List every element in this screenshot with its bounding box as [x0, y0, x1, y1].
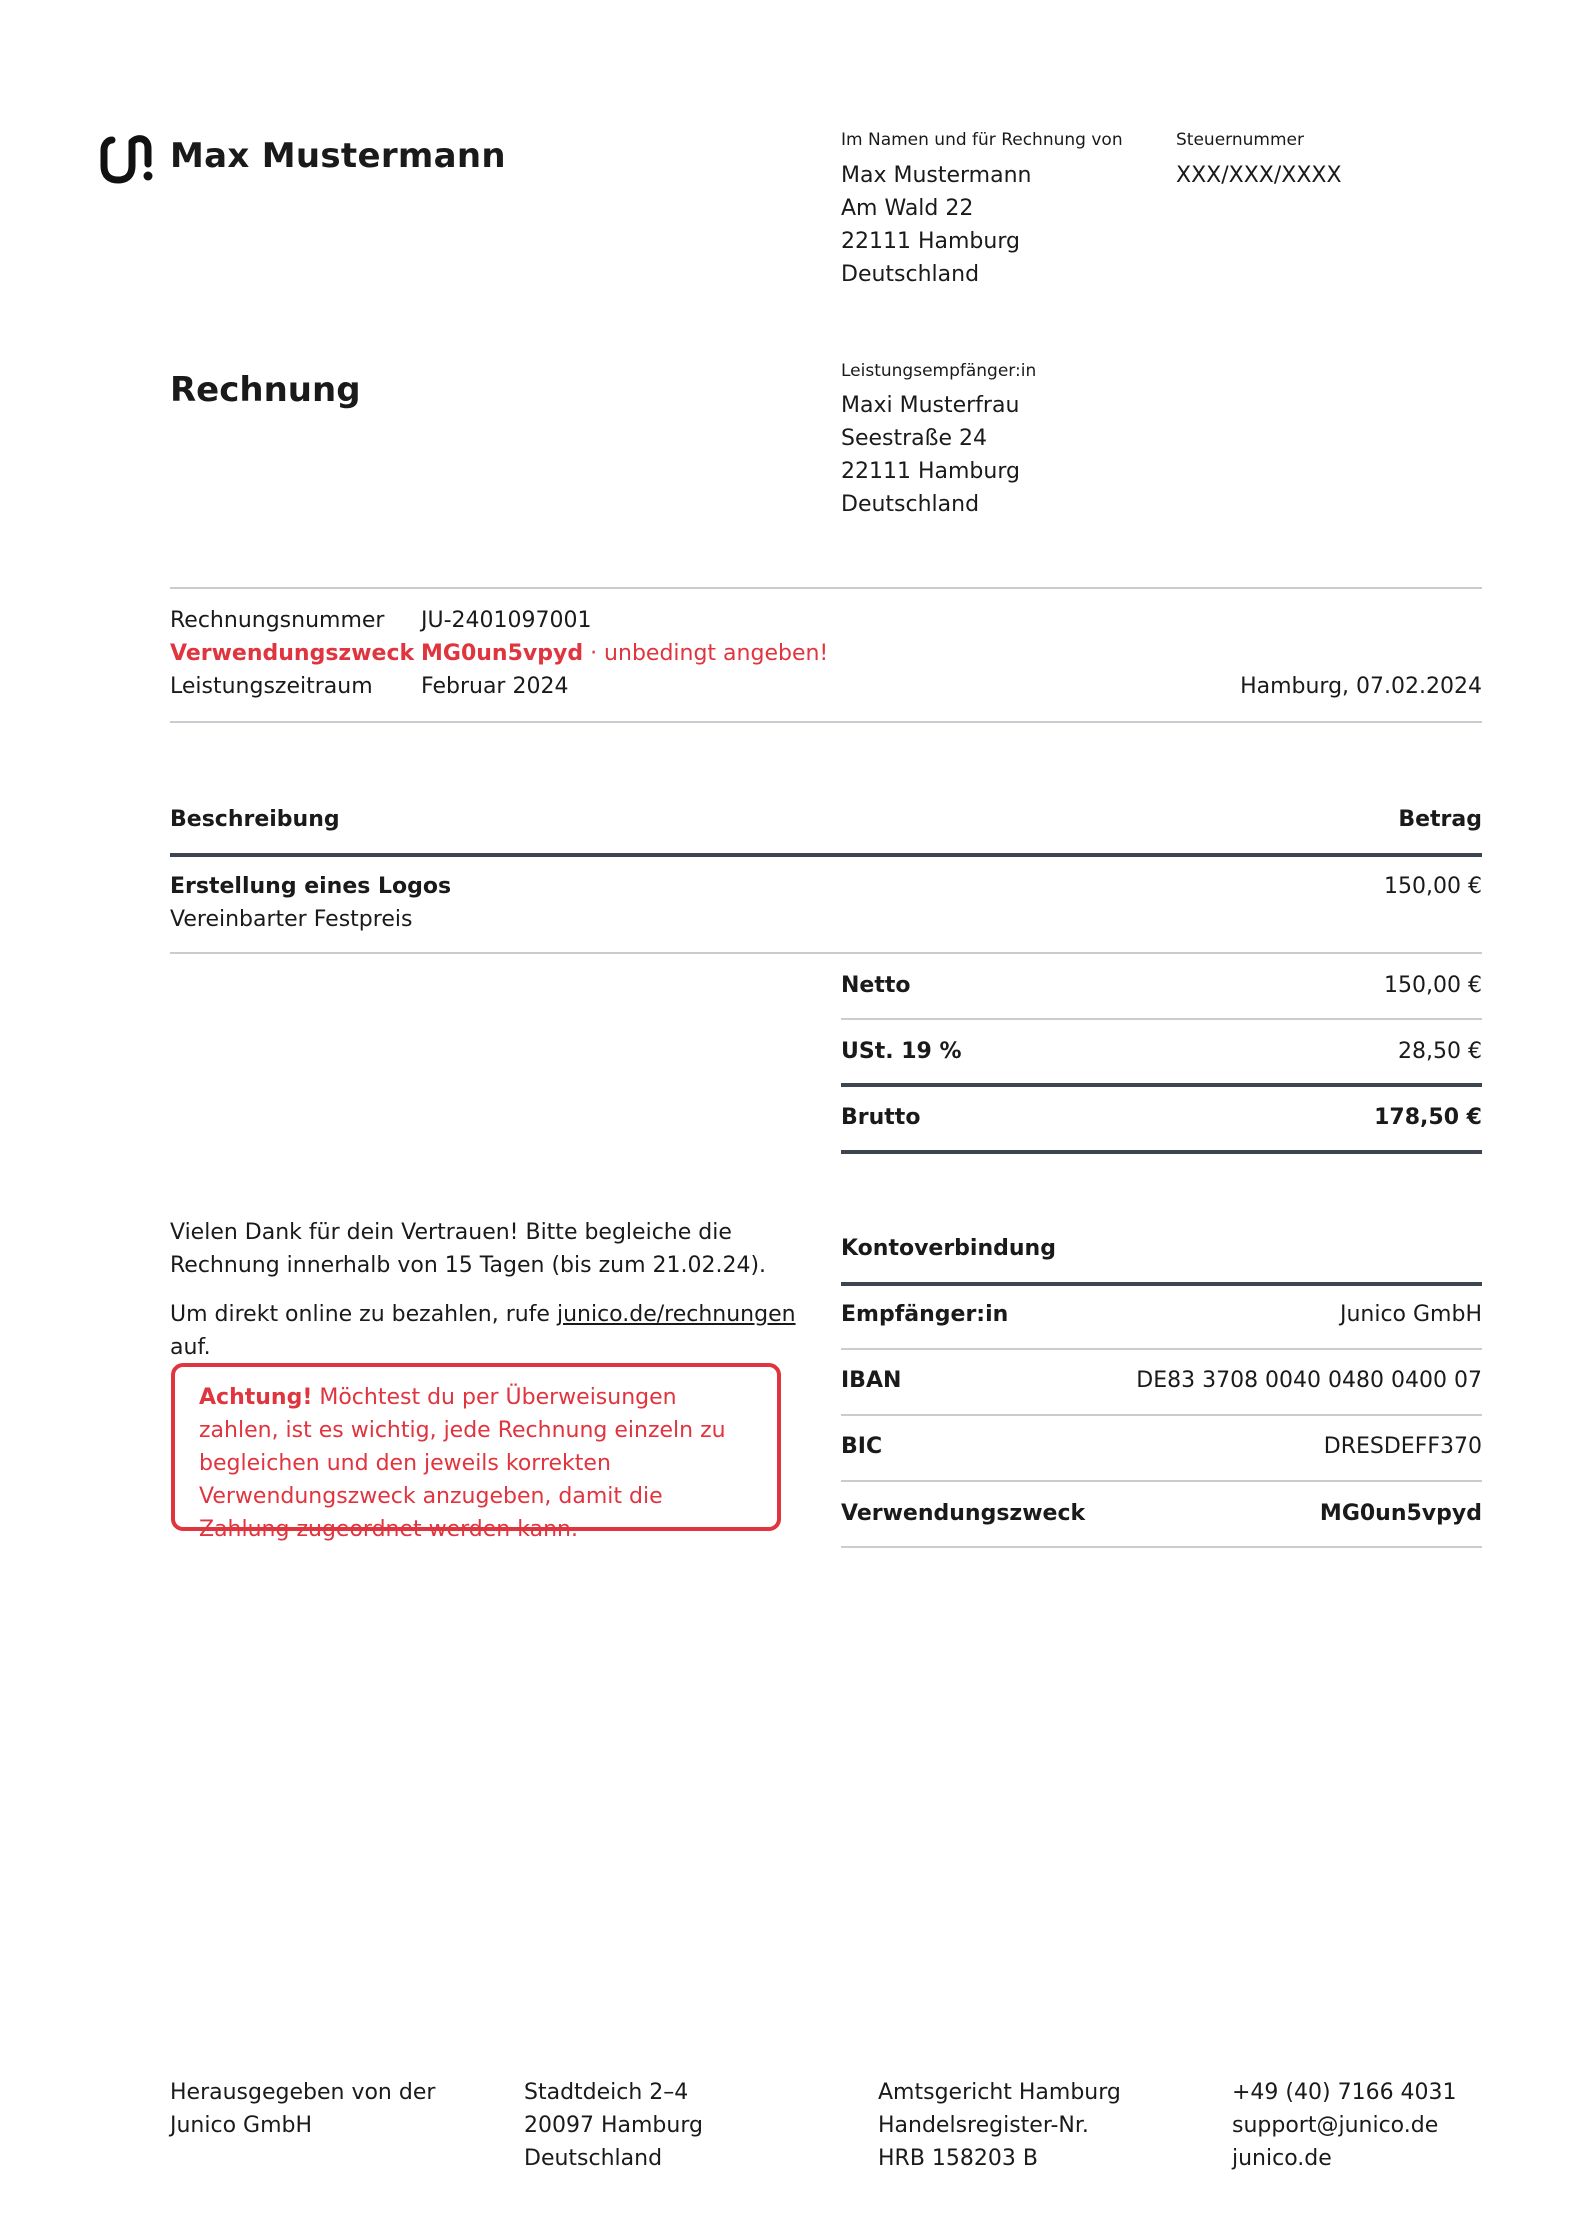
recipient-label: Leistungsempfänger:in — [841, 361, 1037, 381]
footer-website[interactable]: junico.de — [1232, 2146, 1332, 2171]
footer-line: Herausgegeben von der — [170, 2080, 436, 2105]
totals-rule — [841, 1018, 1482, 1020]
table-header-description: Beschreibung — [170, 807, 340, 832]
online-suffix: auf. — [170, 1335, 211, 1360]
footer-email[interactable]: support@junico.de — [1232, 2113, 1439, 2138]
warning-strong: Achtung! — [199, 1385, 313, 1410]
footer-line: Amtsgericht Hamburg — [878, 2080, 1121, 2105]
bank-purpose: MG0un5vpyd — [1319, 1501, 1482, 1526]
net-label: Netto — [841, 973, 911, 998]
recipient-line: Maxi Musterfrau — [841, 393, 1020, 418]
table-header-amount: Betrag — [1398, 807, 1482, 832]
tax-number-value: XXX/XXX/XXXX — [1176, 163, 1342, 188]
recipient-line: 22111 Hamburg — [841, 459, 1020, 484]
bank-row-rule — [841, 1414, 1482, 1416]
footer-line: Deutschland — [524, 2146, 663, 2171]
brand-name: Max Mustermann — [170, 136, 506, 176]
bank-recipient: Junico GmbH — [1339, 1302, 1482, 1327]
sender-line: Am Wald 22 — [841, 196, 974, 221]
purpose-label: Verwendungszweck — [170, 641, 415, 666]
recipient-line: Seestraße 24 — [841, 426, 988, 451]
table-row-rule — [170, 952, 1482, 954]
net-amount: 150,00 € — [1384, 973, 1482, 998]
bic-value: DRESDEFF370 — [1323, 1434, 1482, 1459]
footer-phone[interactable]: +49 (40) 7166 4031 — [1232, 2080, 1457, 2105]
payment-link[interactable]: junico.de/rechnungen — [556, 1302, 796, 1327]
sender-label: Im Namen und für Rechnung von — [841, 130, 1123, 150]
footer-address — [524, 2076, 703, 2175]
tax-number-label: Steuernummer — [1176, 130, 1304, 150]
warning-box — [171, 1363, 781, 1542]
bank-title: Kontoverbindung — [841, 1236, 1056, 1261]
item-title: Erstellung eines Logos — [170, 874, 452, 899]
document-title: Rechnung — [170, 370, 361, 410]
vat-label: USt. 19 % — [841, 1039, 962, 1064]
divider — [170, 721, 1482, 723]
sender-address — [841, 159, 1031, 291]
purpose-note: · unbedingt angeben! — [583, 641, 829, 666]
bank-rule — [841, 1282, 1482, 1286]
iban-value: DE83 3708 0040 0480 0400 07 — [1136, 1368, 1482, 1393]
junico-logo-icon — [98, 130, 154, 186]
item-amount: 150,00 € — [1384, 874, 1482, 899]
footer-publisher — [170, 2076, 435, 2142]
totals-rule — [841, 1150, 1482, 1154]
thanks-text: Vielen Dank für dein Vertrauen! Bitte begleiche die Rechnung innerhalb von 15 Tagen (bis zum 21.02.24). — [170, 1220, 767, 1278]
recipient-address — [841, 389, 1020, 521]
place-date: Hamburg, 07.02.2024 — [1240, 674, 1482, 699]
footer-line: HRB 158203 B — [878, 2146, 1038, 2171]
table-header-rule — [170, 853, 1482, 857]
recipient-line: Deutschland — [841, 492, 980, 517]
totals-rule — [841, 1083, 1482, 1087]
invoice-number: JU-2401097001 — [421, 608, 592, 633]
item-subtitle: Vereinbarter Festpreis — [170, 907, 413, 932]
footer-line: Handelsregister-Nr. — [878, 2113, 1089, 2138]
bank-recipient-label: Empfänger:in — [841, 1302, 1009, 1327]
invoice-number-label: Rechnungsnummer — [170, 608, 385, 633]
iban-label: IBAN — [841, 1368, 902, 1393]
purpose-code: MG0un5vpyd — [421, 641, 584, 666]
gross-amount: 178,50 € — [1374, 1105, 1482, 1130]
period-value: Februar 2024 — [421, 674, 569, 699]
warning-text: Möchtest du per Überweisungen zahlen, ist es wichtig, jede Rechnung einzeln zu begleichen und den jeweils korrekten Verwendungszweck anzugeben, damit die Zahlung zugeordnet werden kann. — [199, 1385, 726, 1542]
footer-contact — [1232, 2076, 1457, 2175]
online-prefix: Um direkt online zu bezahlen, rufe — [170, 1302, 557, 1327]
divider — [170, 587, 1482, 589]
bank-row-rule — [841, 1480, 1482, 1482]
bank-purpose-label: Verwendungszweck — [841, 1501, 1086, 1526]
period-label: Leistungszeitraum — [170, 674, 373, 699]
footer-line: Stadtdeich 2–4 — [524, 2080, 689, 2105]
sender-line: 22111 Hamburg — [841, 229, 1020, 254]
vat-amount: 28,50 € — [1398, 1039, 1482, 1064]
sender-line: Deutschland — [841, 262, 980, 287]
bank-row-rule — [841, 1348, 1482, 1350]
bic-label: BIC — [841, 1434, 883, 1459]
gross-label: Brutto — [841, 1105, 921, 1130]
online-payment-text — [170, 1298, 830, 1364]
footer-line: 20097 Hamburg — [524, 2113, 703, 2138]
sender-line: Max Mustermann — [841, 163, 1032, 188]
footer-line: Junico GmbH — [170, 2113, 313, 2138]
bank-row-rule — [841, 1546, 1482, 1548]
footer-register — [878, 2076, 1121, 2175]
purpose-value — [421, 637, 828, 670]
